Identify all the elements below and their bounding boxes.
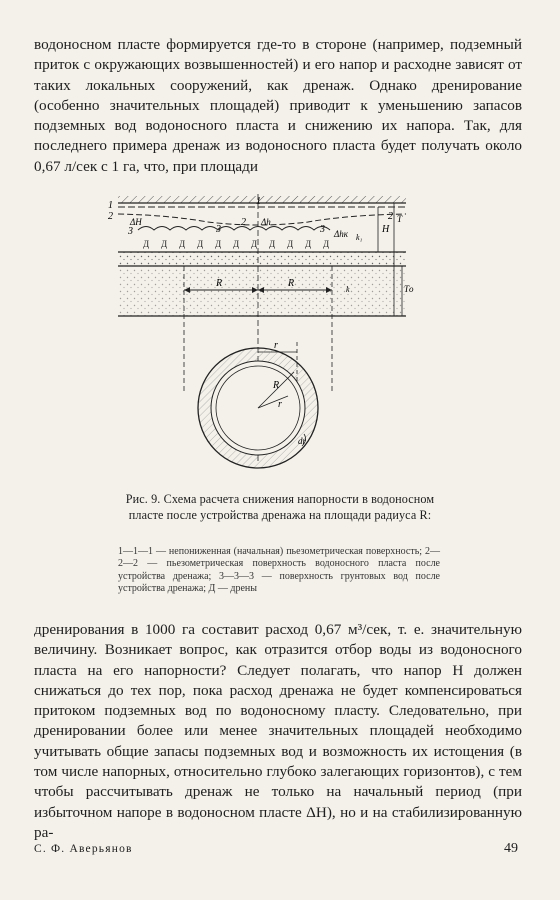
svg-text:Д: Д bbox=[215, 239, 222, 249]
confining-layer bbox=[118, 252, 406, 266]
label-3-left: 3 bbox=[128, 226, 133, 237]
label-dH: ΔH bbox=[130, 217, 142, 227]
svg-text:Д: Д bbox=[305, 239, 312, 249]
groundwater-line-3 bbox=[138, 227, 330, 231]
page-number: 49 bbox=[504, 841, 518, 856]
label-dr: dr bbox=[298, 436, 307, 446]
label-3-mid: 3 bbox=[216, 224, 221, 235]
label-k1: k bbox=[346, 285, 350, 294]
ground-surface-hatch bbox=[118, 196, 406, 203]
label-r-top: r bbox=[274, 340, 278, 351]
label-2-right: 2 bbox=[388, 211, 393, 222]
label-R-right: R bbox=[288, 278, 295, 289]
label-3-right: 3 bbox=[320, 224, 325, 235]
label-R-left: R bbox=[216, 278, 223, 289]
body-paragraph-top: водоносном пласте формируется где-то в стороне (например, подземный приток с окружающих возвышенностей) и его напор и расходне зависят от таких локальных сооружений, как дренаж. Однако дренирование (особенно значительных площадей) приводит к уменьшению запасов подземных вод водоносного пласта и снижению их напора. Так, для последнего примера дренаж из водоносного пласта будет получать около 0,67 л/сек с 1 га, что, при площади bbox=[34, 36, 522, 175]
svg-text:Д: Д bbox=[143, 239, 150, 249]
svg-text:Д: Д bbox=[179, 239, 186, 249]
label-R-plan: R bbox=[273, 380, 280, 391]
svg-text:Д: Д bbox=[197, 239, 204, 249]
figure-legend: 1—1—1 — непониженная (начальная) пьезометрическая поверхность; 2—2—2 — пьезометрическая поверхность водоносного пласта после устройства дренажа; 3—3—3 — поверхность грунтовых вод после устройства дренажа; Д — дрены bbox=[118, 546, 440, 595]
label-1-mid: 1 bbox=[256, 196, 261, 207]
label-2-mid: 2 bbox=[241, 217, 246, 228]
footer-author: С. Ф. Аверьянов bbox=[34, 843, 133, 855]
svg-text:Д: Д bbox=[323, 239, 330, 249]
svg-text:Д: Д bbox=[161, 239, 168, 249]
svg-text:Д: Д bbox=[269, 239, 276, 249]
label-k: k₁ bbox=[356, 233, 363, 242]
label-H: H bbox=[382, 224, 390, 235]
label-r-plan: r bbox=[278, 399, 282, 410]
label-2-left: 2 bbox=[108, 211, 113, 222]
svg-text:Д: Д bbox=[233, 239, 240, 249]
body-paragraph-bottom: дренирования в 1000 га составит расход 0,67 м³/сек, т. е. значительную величину. Возникает вопрос, как отразится отбор воды из водоносного пласта на его напорности? Следует полагать, что напор H должен снижаться до тех пор, пока расход дренажа не будет компенсироваться притоком подземных вод по водоносному пласту. Следовательно, при дренировании более или менее значительных площадей необходимо учитывать общие запасы подземных вод и возможность их истощения (в том числе напорных, относительно глубоко залегающих горизонтов), с тем чтобы рассчитывать дренаж не только на начальный период (при избыточном напоре в водоносном пласте ΔH), но и на стабилизированную ра- bbox=[34, 621, 522, 841]
label-dh: Δh bbox=[261, 217, 271, 227]
figure-9-diagram bbox=[98, 192, 428, 474]
label-dh-k: Δhк bbox=[334, 229, 348, 239]
drains-row bbox=[143, 239, 329, 249]
figure-caption: Рис. 9. Схема расчета снижения напорности в водоносном пласте после устройства дренажа на площади радиуса R: bbox=[125, 492, 435, 522]
label-To: Tо bbox=[404, 284, 414, 294]
svg-text:Д: Д bbox=[251, 239, 258, 249]
label-1-left: 1 bbox=[108, 200, 113, 211]
label-T: T bbox=[397, 214, 403, 224]
svg-text:Д: Д bbox=[287, 239, 294, 249]
